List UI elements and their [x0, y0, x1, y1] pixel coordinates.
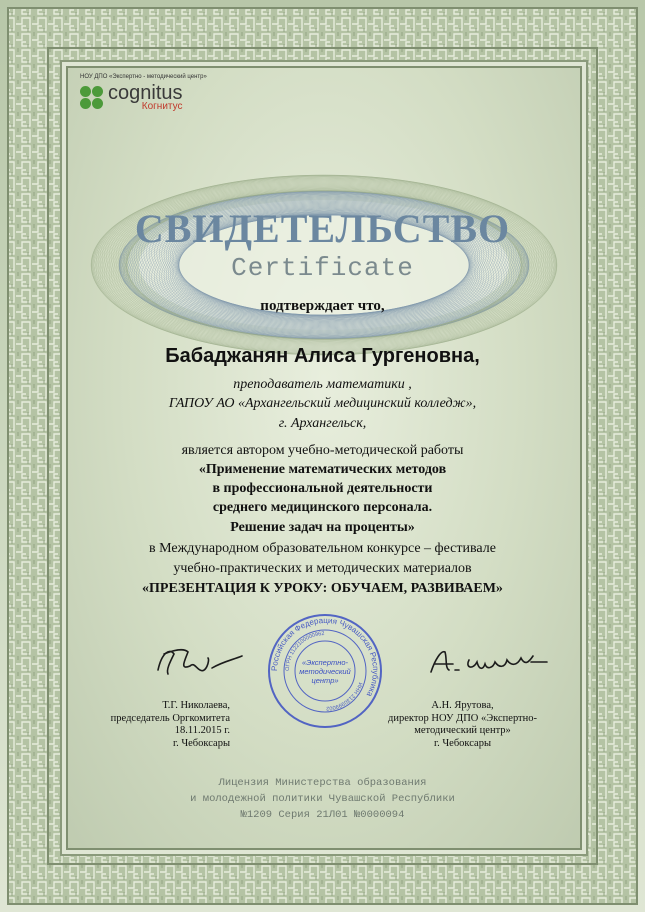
signatory-right [380, 700, 545, 750]
license-line2: и молодежной политики Чувашской Республики [190, 793, 455, 805]
certificate-subtitle: Certificate [231, 253, 414, 283]
stamp-inn-text: ИНН 2130999002 [325, 681, 364, 712]
confirms-text: подтверждает что, [260, 298, 385, 314]
signatory-left-role: председатель Оргкомитета [110, 712, 230, 724]
signature-left [150, 640, 245, 685]
work-title-line: Решение задач на проценты» [230, 520, 415, 535]
work-title-line: среднего медицинского персонала. [212, 500, 433, 515]
clover-icon [80, 86, 104, 110]
logo-caption: НОУ ДПО «Экспертно - методический центр» [80, 74, 207, 80]
signatory-right-city: г. Чебоксары [433, 737, 492, 749]
signatory-right-role-line2: методический центр» [414, 725, 511, 736]
stamp-ring-text: Российская Федерация Чувашская Республика [269, 615, 381, 699]
contest-text-line1: в Международном образовательном конкурсе – фестивале [149, 541, 496, 556]
work-title-line: в профессиональной деятельности [212, 481, 433, 496]
signature-right [425, 640, 550, 685]
signatory-left-date: 18.11.2015 г. [174, 725, 230, 736]
cognitus-logo [80, 84, 183, 112]
contest-text-line2: учебно-практических и методических материалов [173, 561, 472, 576]
signatory-right-name: А.Н. Ярутова, [431, 700, 494, 711]
recipient-position: преподаватель математики , [233, 377, 412, 392]
stamp-center-line3: центр» [311, 676, 339, 685]
certificate-title: СВИДЕТЕЛЬСТВО [134, 206, 511, 251]
organization-stamp [266, 612, 384, 730]
recipient-city: г. Архангельск, [278, 416, 367, 431]
contest-name: «ПРЕЗЕНТАЦИЯ К УРОКУ: ОБУЧАЕМ, РАЗВИВАЕМ» [142, 581, 503, 596]
work-title-line: «Применение математических методов [198, 462, 447, 477]
signatory-left [92, 700, 230, 750]
license-line1: Лицензия Министерства образования [218, 777, 427, 789]
logo-brand-ru: Когнитус [141, 101, 183, 112]
signatory-right-role-line1: директор НОУ ДПО «Экспертно- [387, 712, 538, 724]
recipient-name: Бабаджанян Алиса Гургеновна, [165, 345, 480, 367]
license-line3: №1209 Серия 21Л01 №0000094 [240, 809, 405, 821]
stamp-center-line1: «Экспертно- [301, 658, 349, 667]
recipient-organization: ГАПОУ АО «Архангельский медицинский колледж», [168, 396, 477, 411]
stamp-ogrn-text: ОГРН 1122100000962 [284, 630, 325, 672]
author-of-text: является автором учебно-методической работы [181, 443, 464, 458]
stamp-center-line2: методический [299, 667, 351, 676]
signatory-left-name: Т.Г. Николаева, [162, 700, 230, 711]
logo-brand: cognitus [108, 82, 183, 104]
license-block [0, 775, 645, 823]
signatory-left-city: г. Чебоксары [172, 737, 230, 749]
